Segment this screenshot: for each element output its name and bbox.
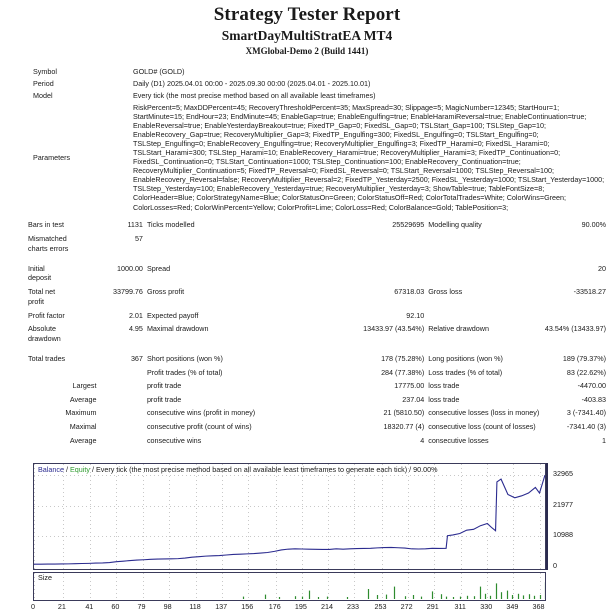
- equity-chart-container: [31, 463, 581, 611]
- x-tick-13: 253: [374, 602, 387, 611]
- y-tick-3: 0: [553, 561, 557, 570]
- model-label: Model: [33, 90, 53, 100]
- size-bars: [34, 573, 545, 600]
- long-positions-value: 189 (79.37%): [562, 353, 606, 363]
- total-net-profit-label: [0, 285, 99, 309]
- profit-trades-label: Profit trades (% of total): [146, 367, 223, 377]
- avg-consecutive-wins-label: consecutive wins: [146, 435, 202, 445]
- balance-equity-chart[interactable]: [33, 463, 546, 570]
- stats-row-initial-deposit: [0, 261, 614, 285]
- maximal-drawdown-value: 13433.97 (43.54%): [363, 324, 425, 334]
- largest-loss-trade-label: loss trade: [428, 381, 460, 391]
- model-value: Every tick (the most precise method based on all available least timeframes): [133, 90, 376, 100]
- report-info-table: [0, 65, 614, 213]
- legend-balance: Balance: [38, 465, 64, 474]
- total-net-profit-label-line1: Total net: [28, 287, 56, 297]
- loss-trades-label: Loss trades (% of total): [428, 367, 503, 377]
- chart-y-axis-stem: [546, 463, 548, 570]
- info-row-period: [0, 77, 614, 89]
- page-title: Strategy Tester Report: [213, 4, 401, 25]
- x-tick-12: 233: [347, 602, 360, 611]
- short-positions-value: 178 (75.28%): [381, 353, 425, 363]
- x-tick-3: 60: [111, 602, 120, 611]
- mismatched-label-line1: Mismatched: [28, 234, 67, 244]
- empty-cell-m: [99, 406, 147, 420]
- empty-cell-i: [0, 365, 99, 379]
- stats-row-mismatched: [0, 232, 614, 256]
- parameters-line-10: ColorHeader=Blue; ColorStrategyName=Blue; ColorStatusOn=Green; ColorStatusOff=Red; ColorTotalTrades=White; ColorWins=Green;: [133, 193, 567, 203]
- absolute-drawdown-value: 4.95: [128, 324, 143, 334]
- broker-build-line: XMGlobal-Demo 2 (Build 1441): [245, 46, 369, 56]
- empty-cell-f: [428, 261, 545, 285]
- stats-row-total-net-profit: [0, 285, 614, 309]
- relative-drawdown-label: Relative drawdown: [428, 324, 489, 334]
- empty-cell-c: [428, 232, 545, 256]
- empty-cell-j: [99, 365, 147, 379]
- total-net-profit-label-line2: profit: [28, 296, 44, 306]
- max-consecutive-wins-value: 21 (5810.50): [383, 408, 425, 418]
- average-profit-trade-value: 237.04: [402, 394, 425, 404]
- average-label: Average: [69, 394, 97, 404]
- empty-cell-e: [319, 261, 428, 285]
- ticks-modelled-label: Ticks modelled: [146, 220, 195, 230]
- max-consecutive-wins-label: consecutive wins (profit in money): [146, 408, 256, 418]
- stats-row-profit-factor: [0, 309, 614, 323]
- mismatched-charts-errors-label: [0, 232, 99, 256]
- symbol-label: Symbol: [33, 66, 57, 76]
- parameters-line-0: RiskPercent=5; MaxDDPercent=45; RecoveryThresholdPercent=35; MaxSpread=30; Slippage=5; MagicNumber=12345; StartHour=1;: [133, 102, 560, 112]
- parameters-line-7: RecoveryMultiplier_Continuation=5; FixedTP_Reversal=0; FixedSL_Reversal=0; TSLStart_Reversal=1000; TSLStep_Reversal=100;: [133, 166, 555, 176]
- parameters-line-9: TSLStep_Yesterday=100; EnableRecovery_Yesterday=true; RecoveryMultiplier_Yesterday=3; ShowTable=true; TableFontSize=8;: [133, 184, 545, 194]
- gross-profit-value: 67318.03: [394, 287, 425, 297]
- stats-row-maximal: [0, 420, 614, 434]
- avg-consecutive-losses-value: 1: [602, 435, 606, 445]
- maximal-drawdown-label: Maximal drawdown: [146, 324, 209, 334]
- short-positions-label: Short positions (won %): [146, 353, 223, 363]
- absolute-drawdown-label-line2: drawdown: [28, 333, 61, 343]
- largest-loss-trade-value: -4470.00: [577, 381, 606, 391]
- total-trades-value: 367: [130, 353, 143, 363]
- parameters-line-6: FixedSL_Continuation=0; TSLStart_Continuation=1000; TSLStep_Continuation=100; EnableRecovery_Continuation=true;: [133, 157, 521, 167]
- parameters-line-3: EnableRecovery_Gap=true; RecoveryMultiplier_Gap=3; FixedTP_Engulfing=300; FixedSL_Engulfing=0; TSLStart_Engulfing=0;: [133, 129, 539, 139]
- x-tick-0: 0: [31, 602, 35, 611]
- avg-consecutive-losses-label: consecutive losses: [428, 435, 489, 445]
- empty-cell-l: [99, 392, 147, 406]
- info-row-symbol: [0, 65, 614, 77]
- balance-equity-line: [34, 464, 545, 569]
- expected-payoff-value: 92.10: [406, 310, 425, 320]
- x-tick-5: 98: [163, 602, 172, 611]
- info-row-parameters: [0, 101, 614, 213]
- lot-size-panel[interactable]: [33, 572, 546, 601]
- empty-cell-o: [99, 433, 147, 447]
- empty-cell-k: [99, 379, 147, 393]
- empty-cell-n: [99, 420, 147, 434]
- x-tick-6: 118: [189, 602, 201, 611]
- largest-label: Largest: [72, 381, 97, 391]
- empty-cell-g: [428, 309, 545, 323]
- x-tick-19: 368: [532, 602, 545, 611]
- x-tick-7: 137: [215, 602, 228, 611]
- profit-factor-value: 2.01: [128, 310, 143, 320]
- chart-y-axis-labels: [549, 463, 599, 570]
- parameters-line-4: TSLStep_Engulfing=0; EnableRecovery_Engulfing=true; RecoveryMultiplier_Engulfing=3; FixedTP_Harami=0; FixedSL_Harami=0;: [133, 138, 550, 148]
- largest-profit-trade-value: 17775.00: [394, 381, 425, 391]
- initial-deposit-label-line1: Initial: [28, 263, 45, 273]
- stats-row-bars: [0, 218, 614, 232]
- ea-name-subtitle: SmartDayMultiStratEA MT4: [221, 28, 393, 43]
- gross-loss-value: -33518.27: [573, 287, 606, 297]
- profit-factor-label: Profit factor: [28, 310, 65, 320]
- x-tick-15: 291: [426, 602, 439, 611]
- y-tick-2: 10988: [553, 530, 573, 540]
- avg-consecutive-wins-value: 4: [420, 435, 425, 445]
- largest-profit-trade-label: profit trade: [146, 381, 182, 391]
- loss-trades-value: 83 (22.62%): [566, 367, 606, 377]
- stats-row-largest: [0, 379, 614, 393]
- stats-row-average: [0, 392, 614, 406]
- ticks-modelled-value: 25529695: [392, 220, 425, 230]
- parameters-line-8: EnableRecovery_Reversal=false; RecoveryMultiplier_Reversal=2; FixedTP_Yesterday=2500; FixedSL_Yesterday=1000; TSLStart_Yesterday=1000;: [133, 175, 605, 185]
- mismatched-charts-errors-value: 57: [134, 234, 143, 244]
- relative-drawdown-value: 43.54% (13433.97): [544, 324, 606, 334]
- y-tick-0: 32965: [553, 469, 573, 478]
- symbol-value: GOLD# (GOLD): [133, 66, 185, 76]
- empty-cell-d: [545, 232, 614, 256]
- parameters-line-2: EnableReversal=true; EnableYesterdayBreakout=true; FixedTP_Gap=0; FixedSL_Gap=0; TSLStart_Gap=100; TSLStep_Gap=10;: [133, 120, 547, 130]
- mismatched-label-line2: charts errors: [28, 243, 69, 253]
- long-positions-label: Long positions (won %): [428, 353, 503, 363]
- period-label: Period: [33, 78, 54, 88]
- stats-row-absolute-drawdown: [0, 322, 614, 346]
- initial-deposit-value: 1000.00: [116, 263, 143, 273]
- modelling-quality-label: Modelling quality: [428, 220, 482, 230]
- report-stats-table: [0, 218, 614, 447]
- gross-profit-label: Gross profit: [146, 287, 185, 297]
- bars-in-test-value: 1131: [127, 220, 143, 230]
- maximal-consecutive-profit-label: consecutive profit (count of wins): [146, 421, 252, 431]
- x-tick-2: 41: [85, 602, 94, 611]
- x-tick-17: 330: [480, 602, 493, 611]
- stats-row-average2: [0, 433, 614, 447]
- max-consecutive-losses-label: consecutive losses (loss in money): [428, 408, 540, 418]
- average-loss-trade-label: loss trade: [428, 394, 460, 404]
- parameters-line-11: ColorLosses=Red; ColorWinPercent=Yellow; ColorProfit=Lime; ColorLoss=Red; ColorBalance=Gold; TablePosition=3;: [133, 202, 509, 212]
- modelling-quality-value: 90.00%: [581, 220, 606, 230]
- stats-row-profit-trades: [0, 365, 614, 379]
- maximal-consecutive-loss-value: -7341.40 (3): [566, 421, 606, 431]
- average-loss-trade-value: -403.83: [581, 394, 606, 404]
- empty-cell-h: [545, 309, 614, 323]
- empty-cell-a: [147, 232, 319, 256]
- absolute-drawdown-label: [0, 322, 99, 346]
- expected-payoff-label: Expected payoff: [146, 310, 199, 320]
- spread-value: 20: [598, 263, 606, 273]
- profit-trades-value: 284 (77.38%): [381, 367, 425, 377]
- strategy-tester-report-page: [0, 4, 614, 611]
- initial-deposit-label-line2: deposit: [28, 273, 52, 283]
- x-tick-10: 195: [294, 602, 307, 611]
- bars-in-test-label: Bars in test: [28, 220, 64, 230]
- chart-x-axis-labels: [21, 602, 561, 614]
- x-tick-8: 156: [241, 602, 254, 611]
- stats-row-total-trades: [0, 352, 614, 366]
- total-trades-label: Total trades: [28, 353, 66, 363]
- maximal-consecutive-loss-label: consecutive loss (count of losses): [428, 421, 536, 431]
- maximum-label: Maximum: [65, 408, 97, 418]
- legend-separator-1: /: [63, 465, 70, 474]
- max-consecutive-losses-value: 3 (-7341.40): [566, 408, 606, 418]
- x-tick-1: 21: [57, 602, 66, 611]
- period-value: Daily (D1) 2025.04.01 00:00 - 2025.09.30 00:00 (2025.04.01 - 2025.10.01): [133, 78, 371, 88]
- chart-legend: [38, 465, 438, 474]
- parameters-line-5: TSLStart_Harami=300; TSLStep_Harami=10; EnableRecovery_Harami=true; RecoveryMultiplier_Harami=3; FixedTP_Continuation=0;: [133, 147, 561, 157]
- absolute-drawdown-label-line1: Absolute: [28, 324, 56, 334]
- x-tick-14: 272: [400, 602, 413, 611]
- maximal-consecutive-profit-value: 18320.77 (4): [383, 421, 425, 431]
- legend-model-text: / Every tick (the most precise method based on all available least timeframes to generate each tick) / 90.00%: [89, 465, 438, 474]
- x-tick-16: 311: [454, 602, 466, 611]
- total-net-profit-value: 33799.76: [112, 287, 143, 297]
- average2-label: Average: [69, 435, 97, 445]
- legend-equity: Equity: [69, 465, 90, 474]
- size-panel-label: Size: [38, 573, 52, 582]
- parameters-label: Parameters: [33, 152, 71, 162]
- spread-label: Spread: [146, 263, 171, 273]
- parameters-line-1: StartMinute=15; EndHour=23; EndMinute=45; EnableGap=true; EnableEngulfing=true; EnableHaramiReversal=true; EnableContinuation=true;: [133, 111, 587, 121]
- x-tick-9: 176: [268, 602, 281, 611]
- stats-row-maximum: [0, 406, 614, 420]
- parameters-value: [133, 101, 614, 213]
- x-tick-4: 79: [137, 602, 146, 611]
- initial-deposit-label: [0, 261, 99, 285]
- x-tick-18: 349: [506, 602, 519, 611]
- x-tick-11: 214: [320, 602, 333, 611]
- maximal-label: Maximal: [69, 421, 97, 431]
- info-row-model: [0, 89, 614, 101]
- empty-cell-b: [319, 232, 428, 256]
- y-tick-1: 21977: [553, 499, 573, 509]
- average-profit-trade-label: profit trade: [146, 394, 182, 404]
- gross-loss-label: Gross loss: [428, 287, 463, 297]
